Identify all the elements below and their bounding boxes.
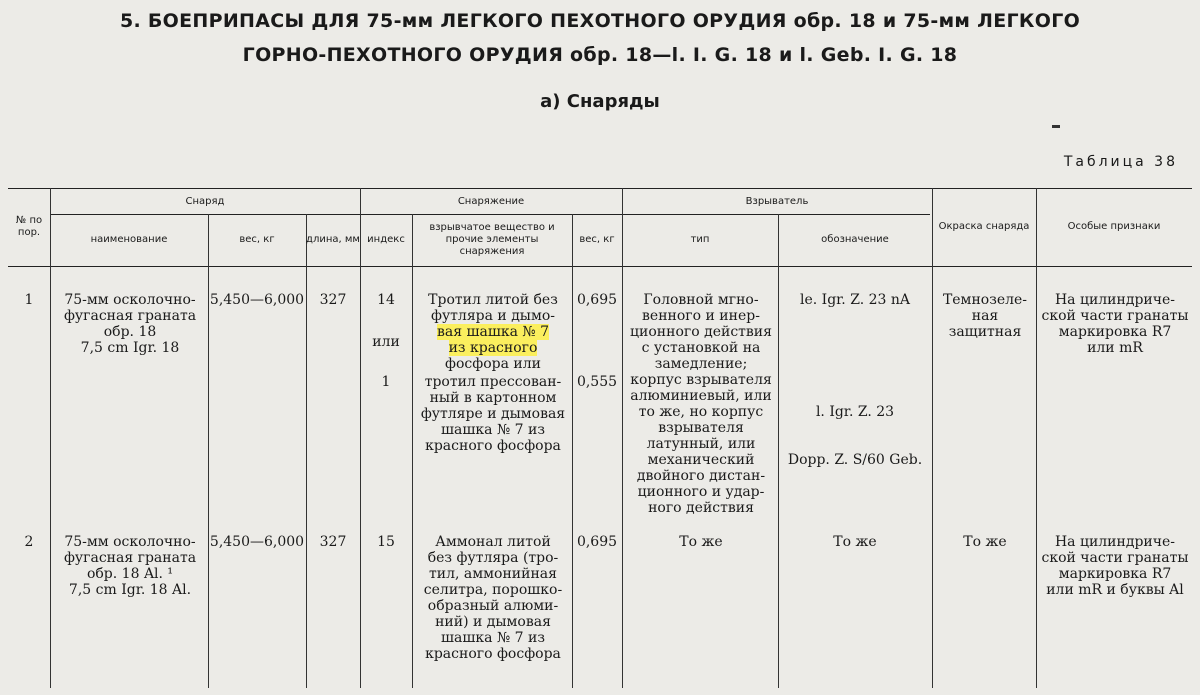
- highlight: из красного: [448, 340, 538, 356]
- header-bottom-rule: [8, 266, 1192, 267]
- table-top-rule: [8, 188, 1192, 189]
- col-divider: [208, 214, 209, 688]
- header-length: длина, мм: [306, 234, 360, 245]
- row1-features: На цилиндриче- ской части гранаты маркировка R7 или mR: [1041, 292, 1189, 356]
- row2-color: То же: [963, 534, 1007, 550]
- row1-designation-b: l. Igr. Z. 23: [815, 404, 895, 420]
- row1-index-a: 14: [377, 292, 395, 308]
- header-group-shell: Снаряд: [185, 195, 225, 207]
- section-subtitle: а) Снаряды: [540, 91, 660, 112]
- header-sub-rule: [50, 214, 930, 215]
- row1-explosive-a: Тротил литой без футляра и дымо- вая шашка № 7 из красного фосфора или: [428, 292, 558, 372]
- title-line-1: 5. БОЕПРИПАСЫ ДЛЯ 75-мм ЛЕГКОГО ПЕХОТНОГО ОРУДИЯ обр. 18 и 75-мм ЛЕГКОГО: [119, 10, 1081, 32]
- header-color: Окраска снаряда: [938, 221, 1030, 232]
- row2-exp-weight: 0,695: [576, 534, 618, 550]
- row1-length: 327: [319, 292, 347, 308]
- table-number: Таблица 38: [1063, 154, 1178, 170]
- row1-exp-weight-b: 0,555: [576, 374, 618, 390]
- row2-weight: 5,450—6,000: [209, 534, 305, 550]
- header-weight: вес, кг: [239, 234, 275, 245]
- row1-index-b: 1: [381, 374, 391, 390]
- header-index: индекс: [367, 234, 405, 245]
- row1-explosive-b: тротил прессован- ный в картонном футляре и дымовая шашка № 7 из красного фосфора: [420, 374, 566, 454]
- col-divider: [778, 214, 779, 688]
- title-line-2: ГОРНО-ПЕХОТНОГО ОРУДИЯ обр. 18—l. I. G. 18 и l. Geb. I. G. 18: [242, 44, 958, 66]
- highlight: вая шашка № 7: [436, 324, 550, 340]
- header-designation: обозначение: [821, 234, 889, 245]
- row1-name: 75-мм осколочно- фугасная граната обр. 18 7,5 cm Igr. 18: [63, 292, 197, 356]
- row2-features: На цилиндриче- ской части гранаты маркировка R7 или mR и буквы Al: [1041, 534, 1189, 598]
- row1-exp-weight-a: 0,695: [576, 292, 618, 308]
- row1-num: 1: [24, 292, 34, 308]
- row1-designation-c: Dopp. Z. S/60 Geb.: [787, 452, 923, 468]
- row1-weight: 5,450—6,000: [209, 292, 305, 308]
- row1-designation-a: le. Igr. Z. 23 nA: [800, 292, 910, 308]
- header-features: Особые признаки: [1067, 221, 1161, 232]
- header-exp-weight: вес, кг: [579, 234, 615, 245]
- row2-fuze-type: То же: [679, 534, 723, 550]
- header-explosive: взрывчатое вещество и прочие элементы снаряжения: [429, 222, 555, 257]
- row2-index: 15: [377, 534, 395, 550]
- row2-length: 327: [319, 534, 347, 550]
- row2-num: 2: [24, 534, 34, 550]
- col-divider: [412, 214, 413, 688]
- ink-mark: [1052, 125, 1060, 128]
- col-divider: [306, 214, 307, 688]
- row2-explosive: Аммонал литой без футляра (тро- тил, аммонийная селитра, порошко- образный алюми- ний) и дымовая шашка № 7 из красного фосфора: [423, 534, 563, 662]
- header-num: № по пор.: [15, 215, 43, 238]
- row2-designation: То же: [833, 534, 877, 550]
- row1-fuze-type: Головной мгно- венного и инер- ционного действия с установкой на замедление; корпус взрывателя алюминиевый, или то же, но корпус взрывателя латунный, или механический двойного дистан- ционного и удар- ного действия: [630, 292, 772, 516]
- row1-color: Темнозеле- ная защитная: [942, 292, 1028, 340]
- col-divider: [572, 214, 573, 688]
- header-group-filling: Снаряжение: [457, 195, 525, 207]
- header-fuze-type: тип: [690, 234, 710, 245]
- row1-index-or: или: [372, 334, 400, 350]
- header-name: наименование: [90, 234, 168, 245]
- header-group-fuze: Взрыватель: [745, 195, 809, 207]
- row2-name: 75-мм осколочно- фугасная граната обр. 18 Al. ¹ 7,5 cm Igr. 18 Al.: [63, 534, 197, 598]
